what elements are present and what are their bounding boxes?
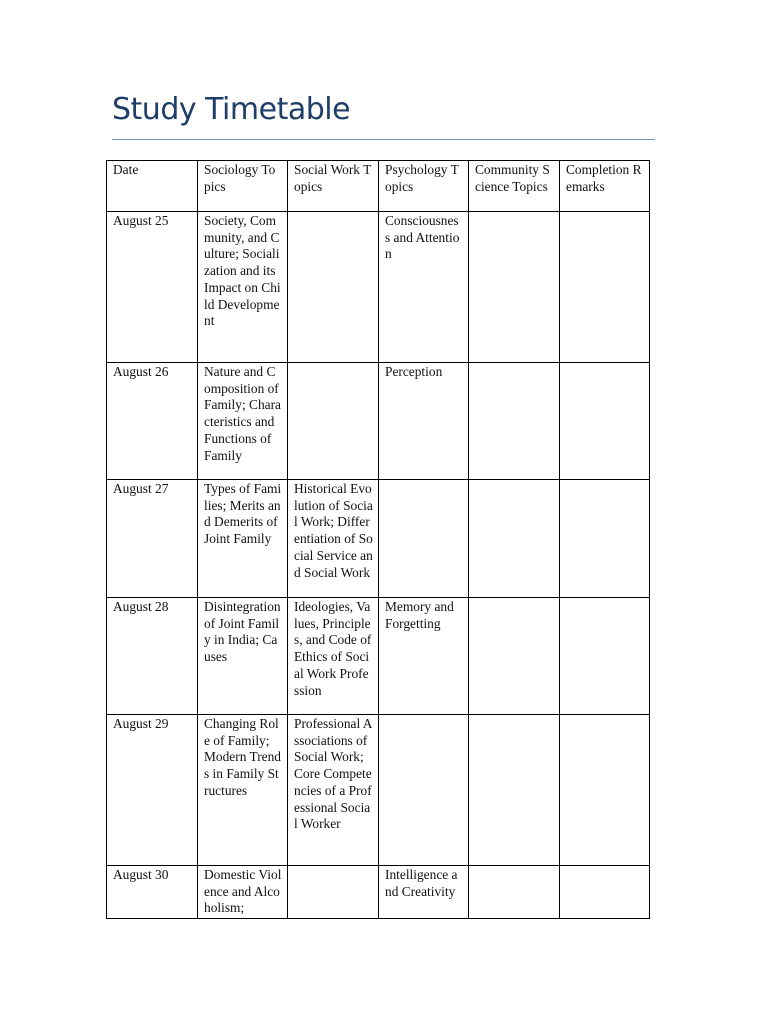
social-work-cell: Historical Evolution of Social Work; Differentiation of Social Service and Social Work [288, 480, 379, 598]
remarks-cell [560, 866, 650, 919]
title-underline [112, 139, 655, 140]
social-work-cell: Ideologies, Values, Principles, and Code of Ethics of Social Work Profession [288, 598, 379, 715]
social-work-cell [288, 866, 379, 919]
date-cell: August 28 [107, 598, 198, 715]
table-row [107, 480, 650, 598]
date-cell: August 25 [107, 212, 198, 363]
social-work-cell [288, 363, 379, 480]
sociology-cell: Changing Role of Family; Modern Trends in Family Structures [198, 715, 288, 866]
remarks-cell [560, 212, 650, 363]
sociology-cell: Disintegration of Joint Family in India; Causes [198, 598, 288, 715]
psychology-cell: Memory and Forgetting [379, 598, 469, 715]
sociology-cell: Society, Community, and Culture; Socialization and its Impact on Child Development [198, 212, 288, 363]
table-row [107, 866, 650, 919]
date-cell: August 26 [107, 363, 198, 480]
social-work-cell [288, 212, 379, 363]
remarks-cell [560, 598, 650, 715]
table-header-row [107, 161, 650, 212]
date-cell: August 29 [107, 715, 198, 866]
column-header-remarks: Completion Remarks [560, 161, 650, 212]
social-work-cell: Professional Associations of Social Work; Core Competencies of a Professional Social Worker [288, 715, 379, 866]
community-science-cell [469, 363, 560, 480]
table-row [107, 715, 650, 866]
table-row [107, 598, 650, 715]
psychology-cell [379, 715, 469, 866]
remarks-cell [560, 715, 650, 866]
psychology-cell: Perception [379, 363, 469, 480]
community-science-cell [469, 480, 560, 598]
remarks-cell [560, 363, 650, 480]
column-header-psychology: Psychology Topics [379, 161, 469, 212]
psychology-cell: Intelligence and Creativity [379, 866, 469, 919]
community-science-cell [469, 598, 560, 715]
table-row [107, 363, 650, 480]
column-header-sociology: Sociology Topics [198, 161, 288, 212]
sociology-cell: Nature and Composition of Family; Characteristics and Functions of Family [198, 363, 288, 480]
page-title: Study Timetable [112, 92, 351, 127]
psychology-cell [379, 480, 469, 598]
community-science-cell [469, 212, 560, 363]
sociology-cell: Domestic Violence and Alcoholism; [198, 866, 288, 919]
timetable [106, 160, 650, 919]
column-header-social-work: Social Work Topics [288, 161, 379, 212]
column-header-community-science: Community Science Topics [469, 161, 560, 212]
community-science-cell [469, 866, 560, 919]
column-header-date: Date [107, 161, 198, 212]
community-science-cell [469, 715, 560, 866]
date-cell: August 27 [107, 480, 198, 598]
table-row [107, 212, 650, 363]
sociology-cell: Types of Families; Merits and Demerits of Joint Family [198, 480, 288, 598]
date-cell: August 30 [107, 866, 198, 919]
psychology-cell: Consciousness and Attention [379, 212, 469, 363]
remarks-cell [560, 480, 650, 598]
